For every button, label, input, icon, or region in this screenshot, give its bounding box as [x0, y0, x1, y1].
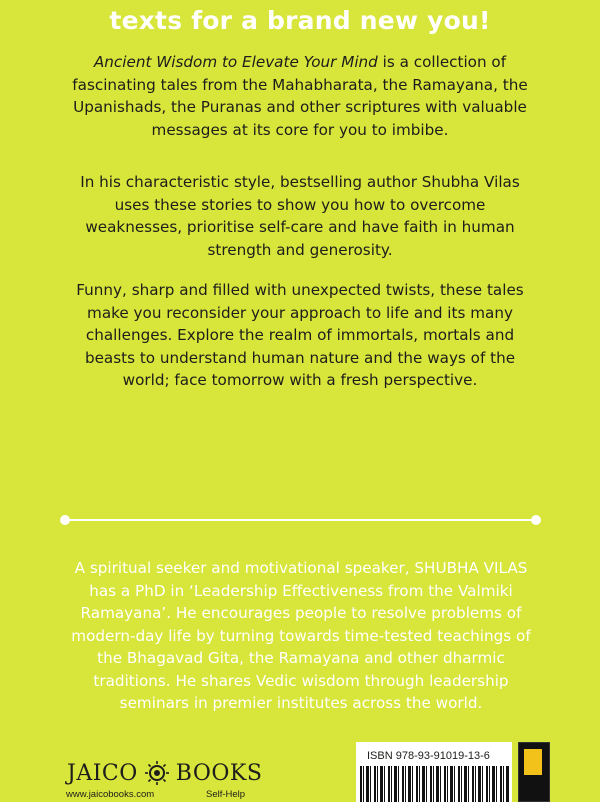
publisher-name-left: JAICO: [67, 760, 138, 786]
imprint-logo-mark: [524, 749, 542, 775]
publisher-name-right: BOOKS: [175, 760, 263, 786]
book-title: Ancient Wisdom to Elevate Your Mind: [93, 53, 378, 71]
description-paragraph-1-text: is a collection of fascinating tales from the Mahabharata, the Ramayana, the Upanishads, the Puranas and other scriptures with valuable messages at its core for you to imbibe.: [72, 53, 528, 139]
book-category: Self-Help: [206, 789, 246, 800]
description-paragraph-1: [70, 51, 530, 141]
publisher-logo: [67, 760, 262, 786]
isbn-number: ISBN 978-93-91019-13-6: [367, 750, 490, 762]
divider-dot-right: [531, 515, 541, 525]
imprint-logo: [518, 742, 550, 802]
publisher-website: www.jaicobooks.com: [66, 789, 155, 800]
divider-dot-left: [60, 515, 70, 525]
description-paragraph-2: In his characteristic style, bestselling author Shubha Vilas uses these stories to show you how to overcome weaknesses, prioritise self-care and have faith in human strength and generosity.: [80, 173, 520, 259]
sun-emblem-icon: [144, 760, 170, 786]
section-divider: [65, 519, 535, 521]
headline: texts for a brand new you!: [109, 6, 491, 35]
barcode-icon: [360, 766, 510, 802]
author-bio: A spiritual seeker and motivational speaker, SHUBHA VILAS has a PhD in ‘Leadership Effectiveness from the Valmiki Ramayana’. He encourages people to resolve problems of modern-day life by turning towards time-tested teachings of the Bhagavad Gita, the Ramayana and other dharmic traditions. He shares Vedic wisdom through leadership seminars in premier institutes across the world.: [71, 559, 531, 712]
description-paragraph-3: Funny, sharp and filled with unexpected twists, these tales make you reconsider your approach to life and its many challenges. Explore the realm of immortals, mortals and beasts to understand human nature and the ways of the world; face tomorrow with a fresh perspective.: [76, 281, 524, 389]
